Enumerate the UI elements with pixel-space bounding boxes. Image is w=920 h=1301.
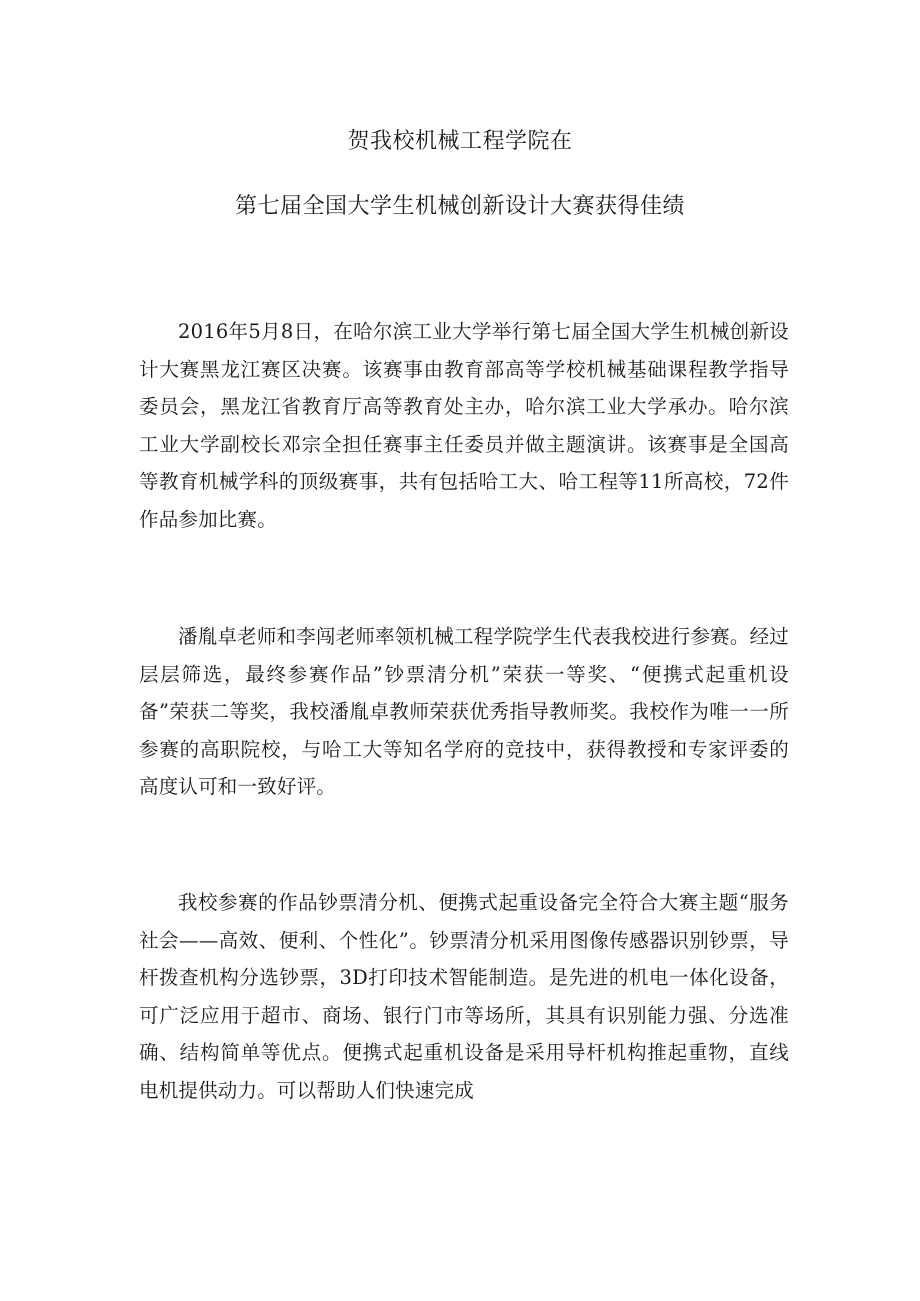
paragraph-awards: 潘胤卓老师和李闯老师率领机械工程学院学生代表我校进行参赛。经过层层筛选，最终参赛作品”钞票清分机”荣获一等奖、“便携式起重机设备”荣获二等奖，我校潘胤卓教师荣获优秀指导教师奖。我校作为唯一一所参赛的高职院校，与哈工大等知名学府的竞技中，获得教授和专家评委的高度认可和一致好评。	[139, 625, 789, 798]
paragraph-event-overview: 2016年5月8日，在哈尔滨工业大学举行第七届全国大学生机械创新设计大赛黑龙江赛区决赛。该赛事由教育部高等学校机械基础课程教学指导委员会，黑龙江省教育厅高等教育处主办，哈尔滨工业大学承办。哈尔滨工业大学副校长邓宗全担任赛事主任委员并做主题演讲。该赛事是全国高等教育机械学科的顶级赛事，共有包括哈工大、哈工程等11所高校，72件作品参加比赛。	[139, 320, 789, 531]
document-title-line-1: 贺我校机械工程学院在	[347, 129, 573, 154]
paragraph-entries-description: 我校参赛的作品钞票清分机、便携式起重设备完全符合大赛主题“服务社会——高效、便利、个性化”。钞票清分机采用图像传感器识别钞票，导杆拨查机构分选钞票，3D打印技术智能制造。是先进的机电一体化设备，可广泛应用于超市、商场、银行门市等场所，其具有识别能力强、分选准确、结构简单等优点。便携式起重机设备是采用导杆机构推起重物，直线电机提供动力。可以帮助人们快速完成	[139, 891, 789, 1102]
document-title-line-2: 第七届全国大学生机械创新设计大赛获得佳绩	[234, 194, 685, 219]
